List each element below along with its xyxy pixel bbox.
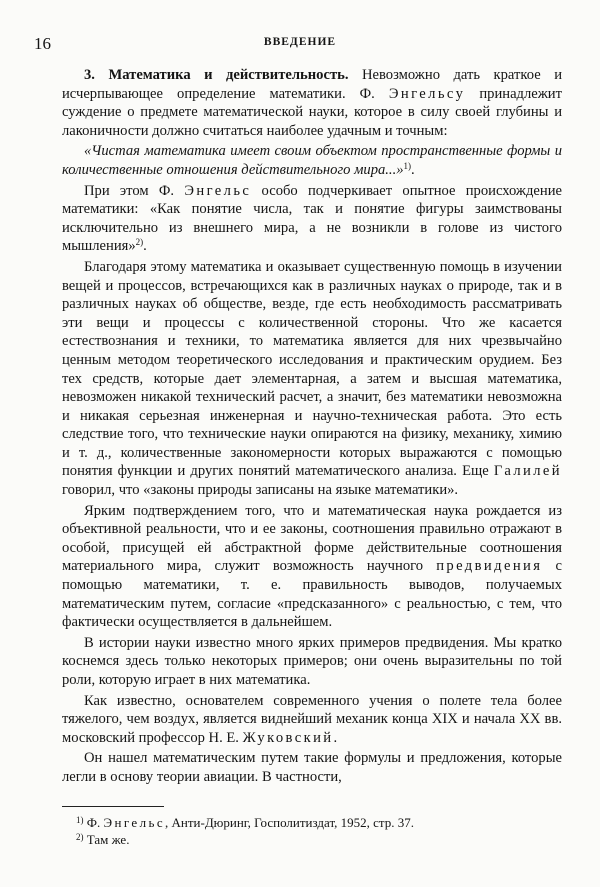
- footnote-text: , Анти-Дюринг, Госполитиздат, 1952, стр. 37.: [165, 815, 415, 830]
- footnote-text: Ф.: [83, 815, 104, 830]
- section-lead-rest: принадлежит суждение о предмете математической науки, которое в силу своей глубины и лаконичности должно считаться наиболее удачным и точным:: [62, 85, 562, 139]
- section-number: 3.: [84, 67, 95, 83]
- paragraph-7: Он нашел математическим путем такие формулы и предложения, которые легли в основу теории авиации. В частности,: [62, 750, 562, 785]
- author-name: Галилей: [493, 463, 562, 480]
- paragraph-5: В истории науки известно много ярких примеров предвидения. Мы кратко коснемся здесь только некоторых примеров; они очень выразительны по той роли, которую играет в них математика.: [62, 634, 562, 688]
- paragraph-text: Как известно, основателем современного учения о полете тела более тяжелого, чем воздух, является виднейший механик конца XIX и начала XX вв. московский профессор Н. Е.: [62, 692, 562, 746]
- author-name: Энгельс: [184, 182, 252, 199]
- footnote-ref-2: 2): [135, 237, 144, 248]
- paragraph-text: .: [333, 729, 338, 746]
- paragraph-text: говорил, что «законы природы записаны на языке математики».: [62, 482, 459, 499]
- paragraph-text: особо подчеркивает опытное происхождение математики: «Как понятие числа, так и понятие фигуры заимствованы исключительно из внешнего мира, а не возникли в голове из чистого мышления»: [62, 182, 562, 255]
- emphasized-word: предвидения: [436, 558, 543, 575]
- author-name: Энгельсу: [388, 85, 466, 102]
- section-lead: Невозможно дать краткое и исчерпывающее определение математики. Ф.: [62, 67, 562, 102]
- paragraph-text: Благодаря этому математика и оказывает существенную помощь в изучении вещей и процессов, встречающихся как в различных науках о природе, так и в различных науках об обществе, везде, где есть необходимость рассматривать эти вещи и процессы с количественной стороны. Что же касается естествознания и техники, то математика является для них чрезвычайно ценным методом теоретического исследования и практическим орудием. Без тех средств, которые дает элементарная, а затем и высшая математика, невозможен никакой технический расчет, а значит, без математики невозможна и никакая серьезная инженерная и научно-техническая работа. Это есть следствие того, что технические науки опираются на физику, механику, химию и т. д., количественные закономерности которых выражаются с помощью понятия функции и других понятий математического анализа. Еще: [62, 258, 562, 480]
- paragraph-text: При этом Ф.: [84, 182, 185, 199]
- running-title: ВВЕДЕНИЕ: [263, 36, 337, 48]
- paragraph-6: [62, 692, 562, 748]
- section-title: Математика и действительность.: [108, 67, 349, 83]
- paragraph-4: [62, 502, 562, 632]
- author-name: Жуковский: [242, 729, 334, 746]
- page-body: [62, 66, 562, 789]
- footnotes: [76, 814, 562, 848]
- footnote-2: [76, 831, 562, 848]
- author-name: Энгельс: [103, 815, 165, 830]
- footnote-ref-1: 1): [403, 160, 412, 171]
- paragraph-2: [62, 182, 562, 256]
- paragraph-3: [62, 258, 562, 500]
- footnote-1: [76, 814, 562, 831]
- page-header: [34, 34, 566, 54]
- quote-tail: .: [411, 161, 415, 178]
- paragraph-text: .: [143, 238, 147, 255]
- section-paragraph: [62, 66, 562, 140]
- paragraph-text: Ярким подтверждением того, что и математическая наука рождается из объективной реальности, что и ее законы, соотношения правильно отражают в особой, присущей ей абстрактной форме действительные соотношения материального мира, служит возможность научного: [62, 502, 562, 575]
- footnote-mark: 2): [76, 832, 84, 842]
- footnote-divider: [62, 806, 164, 807]
- footnote-text: Там же.: [83, 832, 130, 847]
- engels-quote: [62, 142, 562, 179]
- quote-text: «Чистая математика имеет своим объектом пространственные формы и количественные отношения действительного мира...»: [62, 143, 562, 178]
- paragraph-text: с помощью математики, т. е. правильность выводов, получаемых математическим путем, согласие «предсказанного» с реальностью, с тем, что фактически осуществляется в дальнейшем.: [62, 558, 562, 631]
- footnote-mark: 1): [76, 815, 84, 825]
- page-number: 16: [34, 34, 51, 53]
